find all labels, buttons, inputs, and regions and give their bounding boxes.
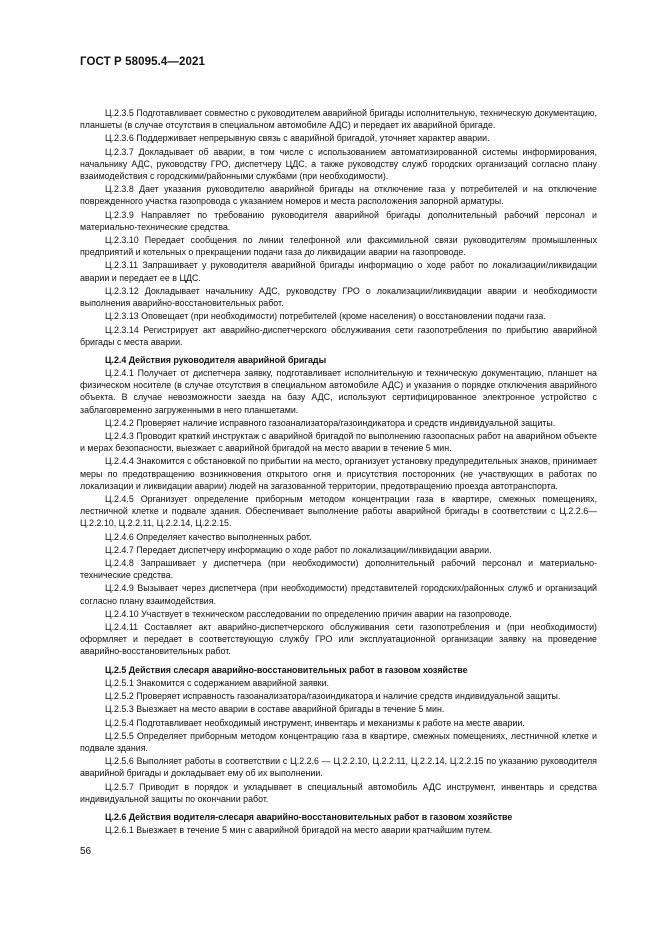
clause-paragraph: Ц.2.4.1 Получает от диспетчера заявку, подготавливает исполнительную и техническую документацию, планшет на физическом носителе (в случае отсутствия в специальном автомобиле АДС) и указания о порядке отключения аварийного объекта. В случае невозможности заезда на базу АДС, используют сертифицированное электронное устройство с заблаговременно загруженными в него планшетами. (80, 368, 597, 415)
clause-paragraph: Ц.2.4.4 Знакомится с обстановкой по прибытии на место, организует установку предупредительных знаков, принимает меры по предотвращению возникновения открытого огня и присутствия посторонних (не участвующих в работах по локализации и ликвидации аварии) людей на загазованной территории, предотвращению проезда автотранспорта. (80, 456, 597, 491)
clause-paragraph: Ц.2.3.10 Передает сообщения по линии телефонной или факсимильной связи руководителям промышленных предприятий и котельных о прекращении подачи газа до ликвидации аварии на газопроводе. (80, 235, 597, 258)
clause-paragraph: Ц.2.4.8 Запрашивает у диспетчера (при необходимости) дополнительный рабочий персонал и материально-технические средства. (80, 558, 597, 581)
clause-paragraph: Ц.2.3.8 Дает указания руководителю аварийной бригады на отключение газа у потребителей и на отключение поврежденного участка газопровода с указанием номеров и места расположения запорной арматуры. (80, 184, 597, 207)
clause-paragraph: Ц.2.4.7 Передает диспетчеру информацию о ходе работ по локализации/ликвидации аварии. (105, 544, 492, 555)
clause-paragraph: Ц.2.4.3 Проводит краткий инструктаж с аварийной бригадой по выполнению газоопасных работ на аварийном объекте и мерах безопасности, выезжает с аварийной бригадой на место аварии в течение 5 мин. (80, 431, 597, 454)
clause-paragraph: Ц.2.3.9 Направляет по требованию руководителя аварийной бригады дополнительный рабочий персонал и материально-технические средства. (80, 209, 597, 232)
section-heading: Ц.2.4 Действия руководителя аварийной бригады (105, 354, 327, 365)
section-heading: Ц.2.5 Действия слесаря аварийно-восстановительных работ в газовом хозяйстве (105, 664, 468, 675)
clause-paragraph: Ц.2.4.6 Определяет качество выполненных работ. (105, 531, 312, 542)
clause-paragraph: Ц.2.5.3 Выезжает на место аварии в составе аварийной бригады в течение 5 мин. (105, 704, 445, 715)
clause-paragraph: Ц.2.4.10 Участвует в техническом расследовании по определению причин аварии на газопроводе. (105, 608, 512, 619)
section-heading: Ц.2.6 Действия водителя-слесаря аварийно-восстановительных работ в газовом хозяйстве (105, 811, 513, 822)
clause-paragraph: Ц.2.3.14 Регистрирует акт аварийно-диспетчерского обслуживания сети газопотребления по прибытию аварийной бригады с места аварии. (80, 324, 597, 347)
clause-paragraph: Ц.2.5.6 Выполняет работы в соответствии с Ц.2.2.6 — Ц.2.2.10, Ц.2.2.11, Ц.2.2.14, Ц.2.2.15 по указанию руководителя аварийной бригады и докладывает ему об их выполнении. (80, 756, 597, 779)
clause-paragraph: Ц.2.3.7 Докладывает об аварии, в том числе с использованием автоматизированной системы информирования, начальнику АДС, руководству ГРО, диспетчеру ЦДС, а также руководству служб городских организаций согласно плану взаимодействия с городскими/районными службами (при необходимости). (80, 146, 597, 181)
clause-paragraph: Ц.2.5.5 Определяет приборным методом концентрацию газа в квартире, смежных помещениях, лестничной клетке и подвале здания. (80, 730, 597, 753)
clause-paragraph: Ц.2.4.11 Составляет акт аварийно-диспетчерского обслуживания сети газопотребления и (при необходимости) оформляет и передает в соответствующую службу ГРО или эксплуатационной организации заявку на проведение аварийно-восстановительных работ. (80, 622, 597, 657)
standard-header: ГОСТ Р 58095.4—2021 (80, 56, 205, 68)
clause-paragraph: Ц.2.5.7 Приводит в порядок и укладывает в специальный автомобиль АДС инструмент, инвентарь и средства индивидуальной защиты по окончании работ. (80, 781, 597, 804)
clause-paragraph: Ц.2.6.1 Выезжает в течение 5 мин с аварийной бригадой на место аварии кратчайшим путем. (105, 825, 493, 836)
clause-paragraph: Ц.2.3.13 Оповещает (при необходимости) потребителей (кроме населения) о восстановлении подачи газа. (105, 311, 546, 322)
page-number: 56 (80, 846, 92, 857)
clause-paragraph: Ц.2.3.12 Докладывает начальнику АДС, руководству ГРО о локализации/ликвидации аварии и необходимости выполнения аварийно-восстановительных работ. (80, 285, 597, 308)
clause-paragraph: Ц.2.3.5 Подготавливает совместно с руководителем аварийной бригады исполнительную, техническую документацию, планшеты (в случае отсутствия в специальном автомобиле АДС) и передает их аварийной бригаде. (80, 108, 597, 131)
clause-paragraph: Ц.2.5.4 Подготавливает необходимый инструмент, инвентарь и механизмы к работе на месте аварии. (105, 717, 525, 728)
clause-paragraph: Ц.2.4.9 Вызывает через диспетчера (при необходимости) представителей городских/районных служб и организаций согласно плану взаимодействия. (80, 583, 597, 606)
clause-paragraph: Ц.2.3.6 Поддерживает непрерывную связь с аварийной бригадой, уточняет характер аварии. (105, 133, 490, 144)
document-body (80, 107, 597, 837)
clause-paragraph: Ц.2.3.11 Запрашивает у руководителя аварийной бригады информацию о ходе работ по локализации/ликвидации аварии и передает ее в ЦДС. (80, 260, 597, 283)
clause-paragraph: Ц.2.4.5 Организует определение приборным методом концентрации газа в квартире, смежных помещениях, лестничной клетке и подвале здания. Обеспечивает выполнение работы аварийной бригады в соответствии с Ц.2.2.6—Ц.2.2.10, Ц.2.2.11, Ц.2.2.14, Ц.2.2.15. (80, 494, 597, 529)
clause-paragraph: Ц.2.4.2 Проверяет наличие исправного газоанализатора/газоиндикатора и средств индивидуальной защиты. (105, 417, 556, 428)
clause-paragraph: Ц.2.5.2 Проверяет исправность газоанализатора/газоиндикатора и наличие средств индивидуальной защиты. (105, 691, 561, 702)
clause-paragraph: Ц.2.5.1 Знакомится с содержанием аварийной заявки. (105, 677, 329, 688)
